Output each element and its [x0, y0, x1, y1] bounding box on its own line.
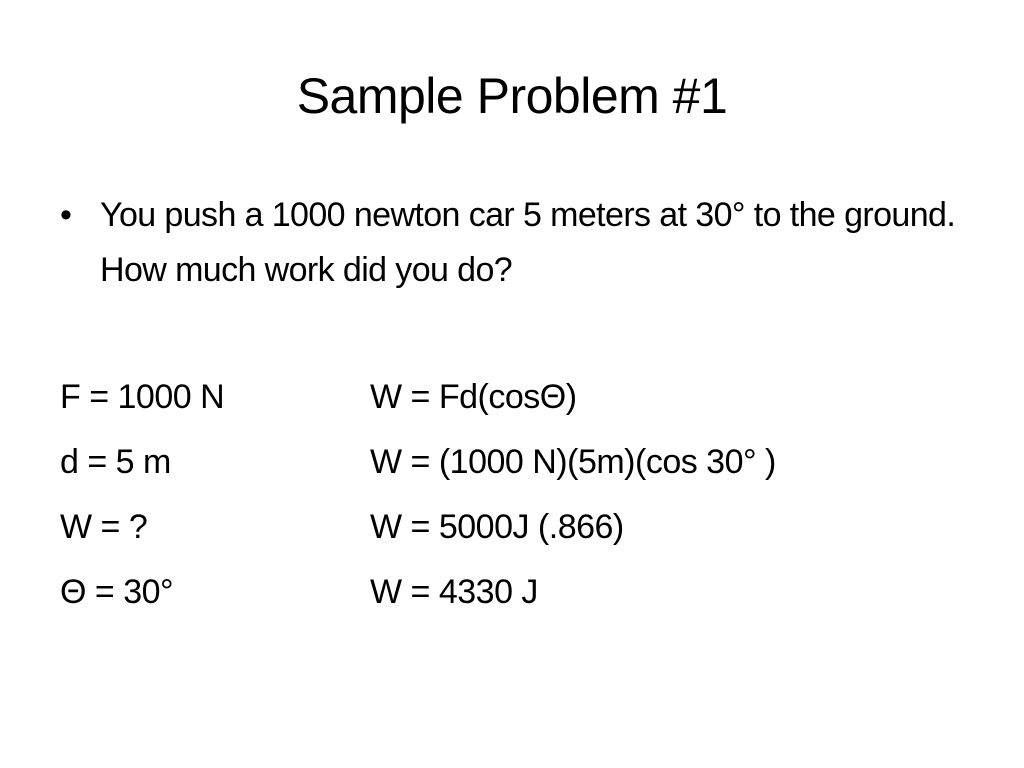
solution-row: [60, 437, 960, 502]
problem-statement: You push a 1000 newton car 5 meters at 30° to the ground. How much work did you do?: [100, 196, 956, 289]
problem-bullet: [60, 188, 980, 298]
slide-title: Sample Problem #1: [296, 68, 728, 124]
given-angle: Θ = 30°: [60, 573, 174, 611]
solution-row: [60, 502, 960, 567]
final-answer: W = 4330 J: [370, 573, 538, 611]
bullet-marker: •: [60, 196, 72, 234]
solution-row: [60, 372, 960, 437]
solution-table: [60, 372, 960, 632]
given-force: F = 1000 N: [60, 378, 225, 416]
substitution-step: W = (1000 N)(5m)(cos 30° ): [370, 443, 776, 481]
work-formula: W = Fd(cosΘ): [370, 378, 577, 416]
given-distance: d = 5 m: [60, 443, 171, 481]
unknown-work: W = ?: [60, 508, 148, 546]
intermediate-step: W = 5000J (.866): [370, 508, 624, 546]
solution-row: [60, 567, 960, 632]
